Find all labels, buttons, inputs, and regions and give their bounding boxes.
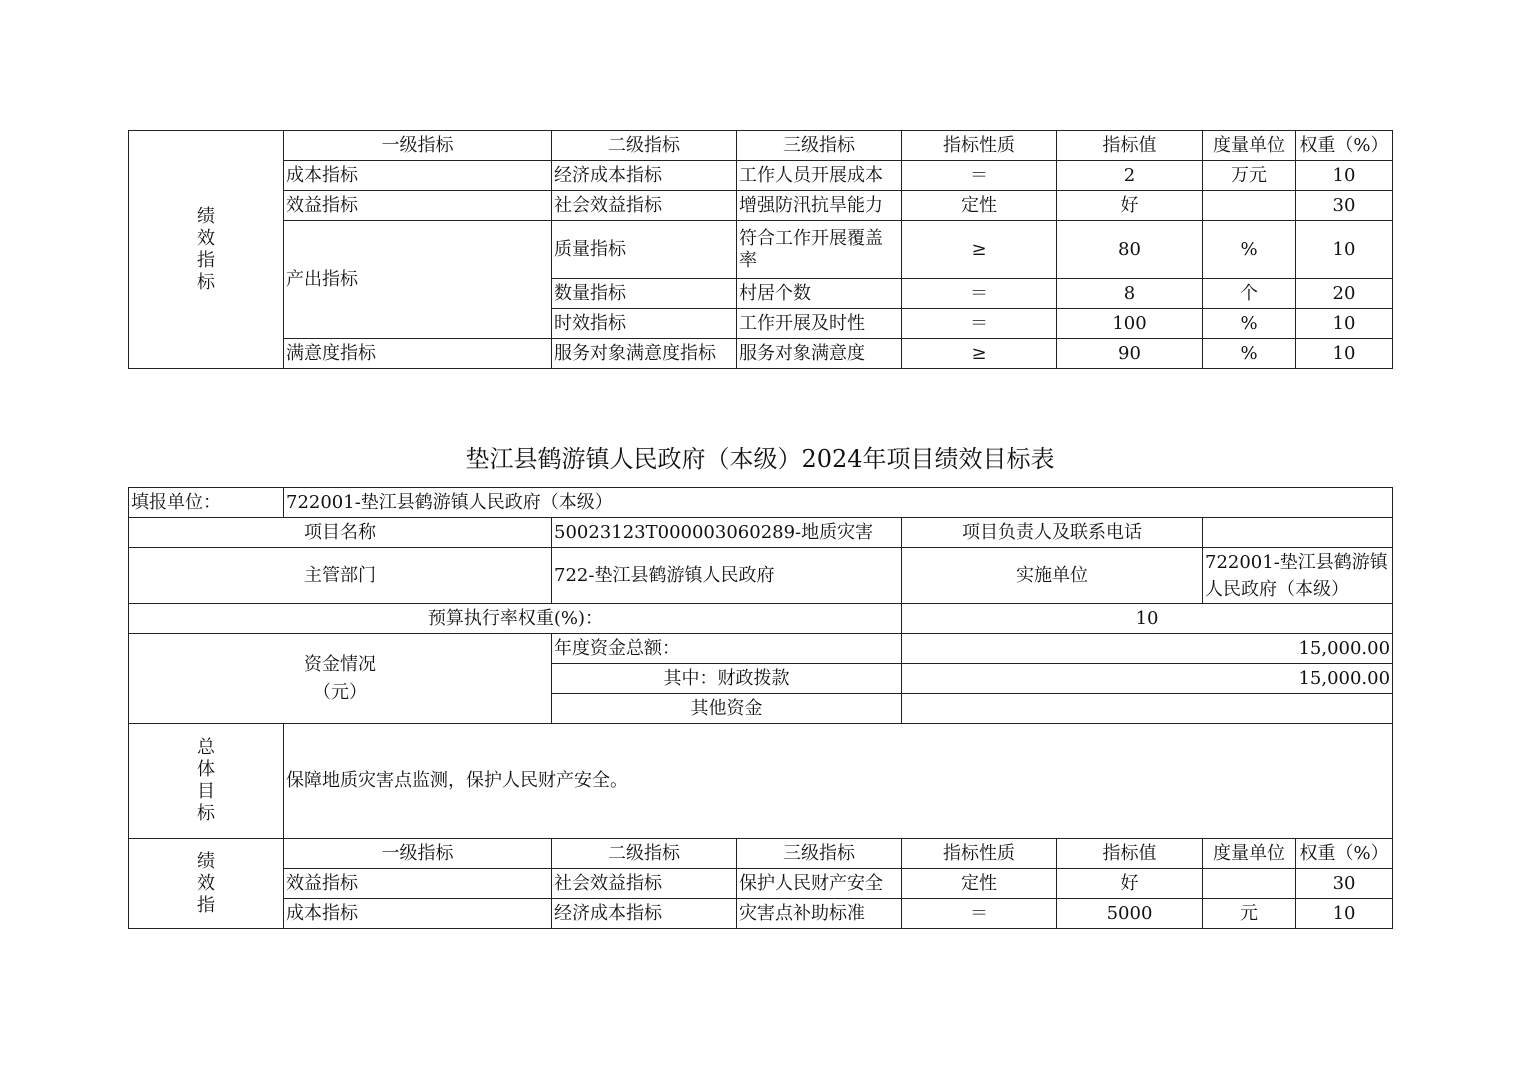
cell-value: 80: [1057, 221, 1203, 279]
budget-rate-label: 预算执行率权重(%)：: [129, 604, 902, 634]
cell-level1: 产出指标: [284, 221, 552, 339]
cell-level3: 增强防汛抗旱能力: [737, 191, 902, 221]
header-weight: 权重（%）: [1296, 131, 1393, 161]
cell-level3: 保护人民财产安全: [737, 869, 902, 899]
annual-total-label: 年度资金总额：: [552, 634, 902, 664]
cell-unit: %: [1203, 309, 1296, 339]
cell-nature: ＝: [902, 899, 1057, 929]
cell-value: 8: [1057, 279, 1203, 309]
reporting-unit-row: [129, 488, 1393, 518]
implementing-unit-label: 实施单位: [902, 548, 1203, 604]
cell-level3: 服务对象满意度: [737, 339, 902, 369]
page-title: 垫江县鹤游镇人民政府（本级）2024年项目绩效目标表: [465, 445, 1055, 473]
table-row: [129, 161, 1393, 191]
cell-nature: ＝: [902, 279, 1057, 309]
header-level1: 一级指标: [284, 839, 552, 869]
perf-side-label: 绩 效 指 标: [129, 131, 284, 369]
project-performance-target-table: [128, 487, 1393, 929]
budget-rate-value: 10: [902, 604, 1393, 634]
cell-value: 好: [1057, 191, 1203, 221]
perf-side-label: 绩 效 指: [129, 839, 284, 929]
department-label: 主管部门: [129, 548, 552, 604]
project-name-label: 项目名称: [129, 518, 552, 548]
cell-weight: 30: [1296, 869, 1393, 899]
cell-level3: 灾害点补助标准: [737, 899, 902, 929]
header-nature: 指标性质: [902, 839, 1057, 869]
fiscal-funds-label: 其中：财政拨款: [552, 664, 902, 694]
cell-level3: 符合工作开展覆盖率: [737, 221, 902, 279]
cell-level3: 村居个数: [737, 279, 902, 309]
cell-level2: 数量指标: [552, 279, 737, 309]
cell-level2: 服务对象满意度指标: [552, 339, 737, 369]
contact-label: 项目负责人及联系电话: [902, 518, 1203, 548]
cell-value: 2: [1057, 161, 1203, 191]
cell-unit: [1203, 191, 1296, 221]
annual-total-value: 15,000.00: [902, 634, 1393, 664]
cell-unit: 个: [1203, 279, 1296, 309]
header-value: 指标值: [1057, 131, 1203, 161]
cell-level2: 社会效益指标: [552, 869, 737, 899]
project-name-row: [129, 518, 1393, 548]
department-row: [129, 548, 1393, 604]
cell-nature: ＝: [902, 161, 1057, 191]
header-weight: 权重（%）: [1296, 839, 1393, 869]
cell-unit: 万元: [1203, 161, 1296, 191]
cell-level1: 满意度指标: [284, 339, 552, 369]
cell-weight: 10: [1296, 309, 1393, 339]
cell-weight: 20: [1296, 279, 1393, 309]
funds-label: 资金情况 （元）: [129, 634, 552, 724]
table-row: [129, 339, 1393, 369]
cell-nature: 定性: [902, 191, 1057, 221]
overall-goal-text: 保障地质灾害点监测，保护人民财产安全。: [284, 724, 1393, 839]
funds-row: [129, 634, 1393, 664]
header-level1: 一级指标: [284, 131, 552, 161]
cell-level2: 社会效益指标: [552, 191, 737, 221]
cell-unit: %: [1203, 221, 1296, 279]
implementing-unit-value: 722001-垫江县鹤游镇人民政府（本级）: [1203, 548, 1393, 604]
performance-indicator-table-top: [128, 130, 1393, 369]
cell-level2: 时效指标: [552, 309, 737, 339]
budget-rate-row: [129, 604, 1393, 634]
project-name-value: 50023123T000003060289-地质灾害: [552, 518, 902, 548]
cell-weight: 30: [1296, 191, 1393, 221]
table-row: [129, 899, 1393, 929]
cell-weight: 10: [1296, 899, 1393, 929]
cell-level2: 质量指标: [552, 221, 737, 279]
cell-level3: 工作人员开展成本: [737, 161, 902, 191]
cell-level1: 成本指标: [284, 161, 552, 191]
header-level2: 二级指标: [552, 839, 737, 869]
cell-level2: 经济成本指标: [552, 899, 737, 929]
cell-nature: ＝: [902, 309, 1057, 339]
cell-weight: 10: [1296, 221, 1393, 279]
cell-level1: 效益指标: [284, 191, 552, 221]
cell-nature: ≥: [902, 221, 1057, 279]
header-level3: 三级指标: [737, 131, 902, 161]
table-row: [129, 191, 1393, 221]
contact-value: [1203, 518, 1393, 548]
cell-weight: 10: [1296, 339, 1393, 369]
overall-goal-label: 总 体 目 标: [129, 724, 284, 839]
overall-goal-row: [129, 724, 1393, 839]
cell-value: 好: [1057, 869, 1203, 899]
table-row: [129, 221, 1393, 279]
cell-nature: ≥: [902, 339, 1057, 369]
header-level2: 二级指标: [552, 131, 737, 161]
header-unit: 度量单位: [1203, 839, 1296, 869]
header-unit: 度量单位: [1203, 131, 1296, 161]
cell-value: 100: [1057, 309, 1203, 339]
reporting-unit-label: 填报单位：: [129, 488, 284, 518]
header-level3: 三级指标: [737, 839, 902, 869]
cell-level3: 工作开展及时性: [737, 309, 902, 339]
cell-unit: 元: [1203, 899, 1296, 929]
department-value: 722-垫江县鹤游镇人民政府: [552, 548, 902, 604]
other-funds-value: [902, 694, 1393, 724]
table-row: [129, 869, 1393, 899]
header-value: 指标值: [1057, 839, 1203, 869]
reporting-unit-value: 722001-垫江县鹤游镇人民政府（本级）: [284, 488, 1393, 518]
cell-value: 5000: [1057, 899, 1203, 929]
cell-level1: 成本指标: [284, 899, 552, 929]
cell-level1: 效益指标: [284, 869, 552, 899]
fiscal-funds-value: 15,000.00: [902, 664, 1393, 694]
cell-nature: 定性: [902, 869, 1057, 899]
cell-unit: [1203, 869, 1296, 899]
cell-weight: 10: [1296, 161, 1393, 191]
header-nature: 指标性质: [902, 131, 1057, 161]
other-funds-label: 其他资金: [552, 694, 902, 724]
cell-value: 90: [1057, 339, 1203, 369]
cell-unit: %: [1203, 339, 1296, 369]
cell-level2: 经济成本指标: [552, 161, 737, 191]
